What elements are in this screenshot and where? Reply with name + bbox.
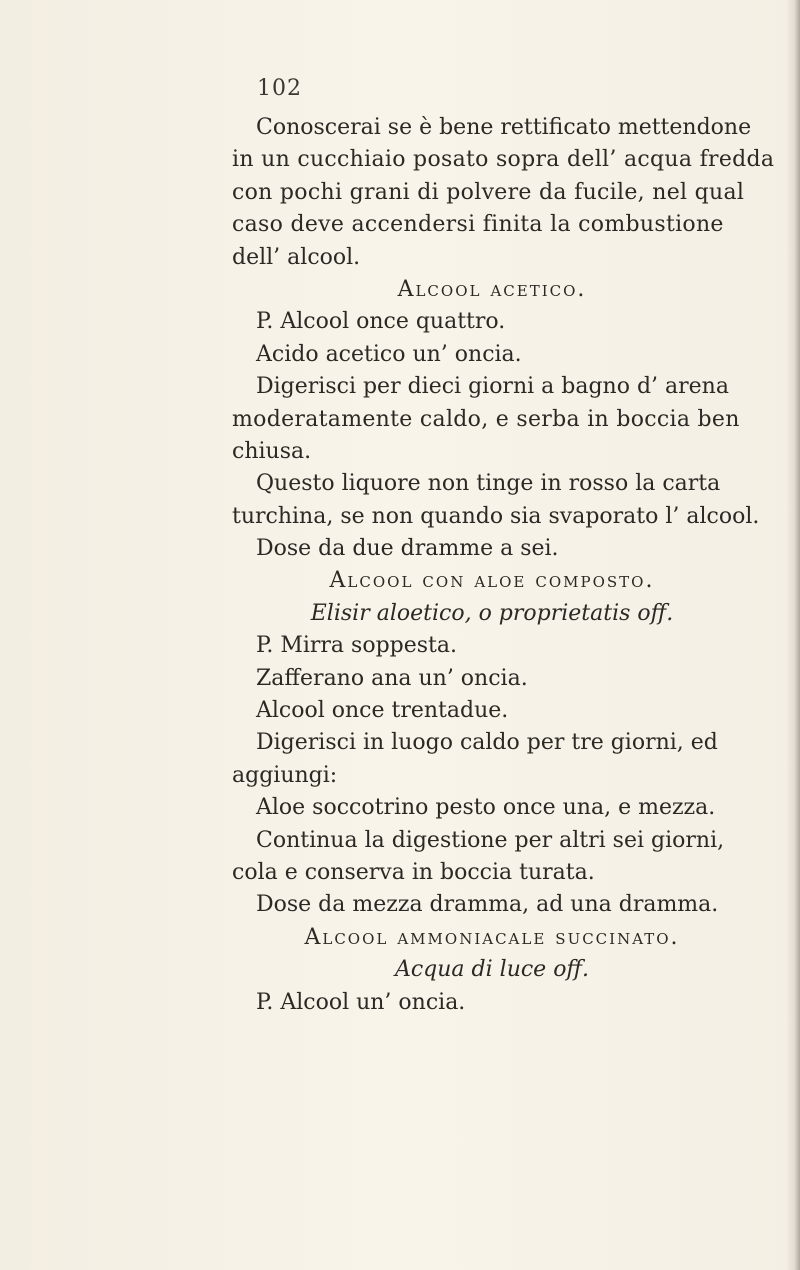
text-line: Alcool once trentadue. (256, 698, 509, 724)
text-line: turchina, se non quando sia svaporato l’ alcool. (232, 503, 760, 529)
body-text (232, 112, 775, 1019)
text-line: moderatamente caldo, e serba in boccia ben (232, 406, 740, 432)
section-heading: Alcool acetico. (397, 276, 587, 302)
section-heading: Alcool ammoniacale succinato. (304, 924, 680, 950)
text-line: P. Alcool un’ oncia. (256, 989, 466, 1015)
page-edge-shadow (786, 0, 800, 1270)
text-line: P. Mirra soppesta. (256, 633, 457, 659)
text-line: Dose da due dramme a sei. (256, 536, 559, 562)
text-line: Aloe soccotrino pesto once una, e mezza. (256, 795, 716, 821)
text-line: Digerisci per dieci giorni a bagno d’ arena (256, 374, 729, 400)
text-line: Digerisci in luogo caldo per tre giorni, ed (256, 730, 718, 756)
text-line: aggiungi: (232, 762, 338, 788)
text-line: chiusa. (232, 438, 312, 464)
text-line: Dose da mezza dramma, ad una dramma. (256, 892, 719, 918)
text-line: Acido acetico un’ oncia. (256, 341, 522, 367)
section-heading: Alcool con aloe composto. (329, 568, 655, 594)
page-number: 102 (257, 76, 302, 101)
text-line: cola e conserva in boccia turata. (232, 859, 595, 885)
text-line: Questo liquore non tinge in rosso la carta (256, 471, 721, 497)
text-line: Conoscerai se è bene rettificato mettendone (256, 115, 752, 140)
section-subheading: Acqua di luce off. (394, 957, 590, 983)
text-line: P. Alcool once quattro. (256, 309, 506, 335)
text-line: dell’ alcool. (232, 244, 361, 270)
text-line: Zafferano ana un’ oncia. (256, 665, 528, 691)
text-line: in un cucchiaio posato sopra dell’ acqua fredda (232, 147, 775, 173)
text-line: con pochi grani di polvere da fucile, nel qual (232, 179, 745, 205)
text-line: Continua la digestione per altri sei giorni, (256, 827, 725, 853)
section-subheading: Elisir aloetico, o proprietatis off. (310, 600, 674, 626)
text-line: caso deve accendersi finita la combustione (232, 212, 724, 238)
